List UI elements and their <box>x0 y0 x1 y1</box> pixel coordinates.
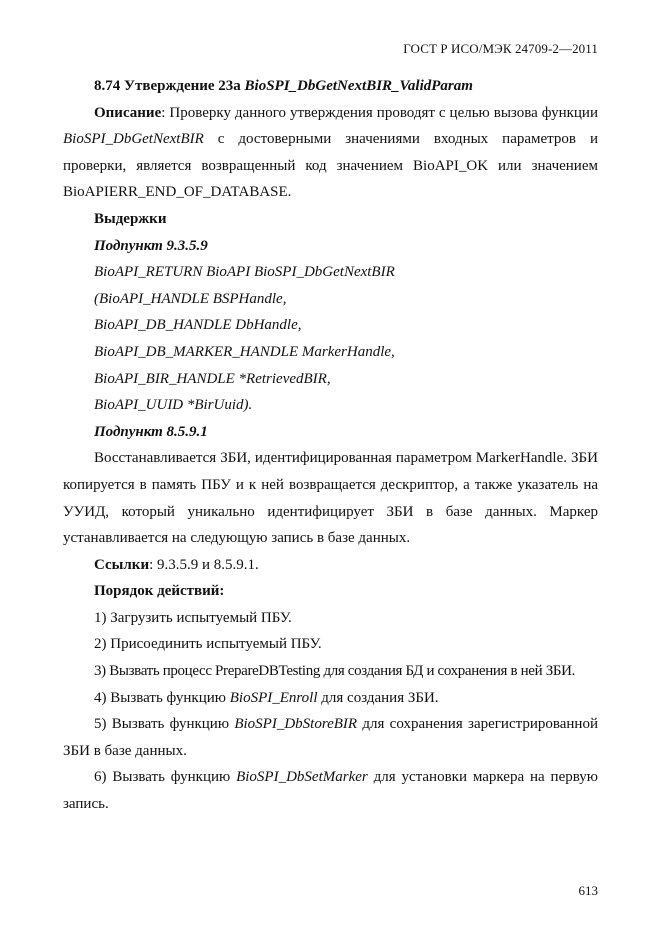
code-line: BioAPI_UUID *BirUuid). <box>94 397 253 414</box>
procedure-step <box>63 711 598 764</box>
step-text: для сохранения зарегистрированной ЗБИ в базе данных. <box>63 716 598 759</box>
step-text: 2) Присоединить испытуемый ПБУ. <box>94 636 322 653</box>
references-text: : 9.3.5.9 и 8.5.9.1. <box>149 556 259 573</box>
procedure-label: Порядок действий: <box>94 583 225 600</box>
step-text: для создания ЗБИ. <box>317 689 439 706</box>
procedure-step <box>63 658 598 685</box>
step-func: BioSPI_DbStoreBIR <box>234 716 358 733</box>
step-text: 4) Вызвать функцию <box>94 689 230 706</box>
code-line: BioAPI_BIR_HANDLE *RetrievedBIR, <box>94 370 331 387</box>
page-number: 613 <box>578 883 598 898</box>
description-paragraph <box>63 100 598 206</box>
procedure-step <box>63 685 598 712</box>
code-line: BioAPI_DB_HANDLE DbHandle, <box>94 317 302 334</box>
excerpts-label: Выдержки <box>94 210 167 227</box>
section-number: 8.74 <box>94 78 121 94</box>
description-label: Описание <box>94 104 162 121</box>
description-func: BioSPI_DbGetNextBIR <box>63 131 204 148</box>
references-label: Ссылки <box>94 556 150 573</box>
code-line: BioAPI_DB_MARKER_HANDLE MarkerHandle, <box>94 343 395 360</box>
step-text: 3) Вызвать процесс PrepareDBTesting для создания БД и сохранения в ней ЗБИ. <box>94 663 576 680</box>
subclause-1-label: Подпункт 9.3.5.9 <box>94 237 208 254</box>
description-text-1: : Проверку данного утверждения проводят с целью вызова функции <box>161 104 598 121</box>
section-title: BioSPI_DbGetNextBIR_ValidParam <box>244 78 473 94</box>
subclause-2-text: Восстанавливается ЗБИ, идентифицированная параметром MarkerHandle. ЗБИ копируется в память ПБУ и к ней возвращается дескриптор, а также указатель на УУИД, который уникально идентифицирует ЗБИ в базе данных. Маркер устанавливается на следующую запись в базе данных. <box>63 450 598 547</box>
section-label: Утверждение 23а <box>124 78 241 94</box>
procedure-step <box>63 631 598 658</box>
procedure-step <box>63 764 598 817</box>
section-heading <box>63 73 598 100</box>
step-text: 5) Вызвать функцию <box>94 716 235 733</box>
step-func: BioSPI_DbSetMarker <box>236 769 368 786</box>
page-content <box>63 73 598 818</box>
description-text-2: с достоверными значениями входных параметров и проверки, является возвращенный код значением BioAPI_OK или значением BioAPIERR_END_OF_DATABASE. <box>63 131 598 201</box>
code-line: (BioAPI_HANDLE BSPHandle, <box>94 290 287 307</box>
step-text: 6) Вызвать функцию <box>94 769 237 786</box>
page-header: ГОСТ Р ИСО/МЭК 24709-2—2011 <box>403 41 598 56</box>
subclause-2-label: Подпункт 8.5.9.1 <box>94 423 208 440</box>
procedure-step <box>63 605 598 632</box>
step-func: BioSPI_Enroll <box>229 689 318 706</box>
step-text: для установки маркера на первую запись. <box>63 769 598 813</box>
step-text: 1) Загрузить испытуемый ПБУ. <box>94 609 292 626</box>
references-paragraph <box>63 552 598 579</box>
code-line: BioAPI_RETURN BioAPI BioSPI_DbGetNextBIR <box>94 264 395 281</box>
